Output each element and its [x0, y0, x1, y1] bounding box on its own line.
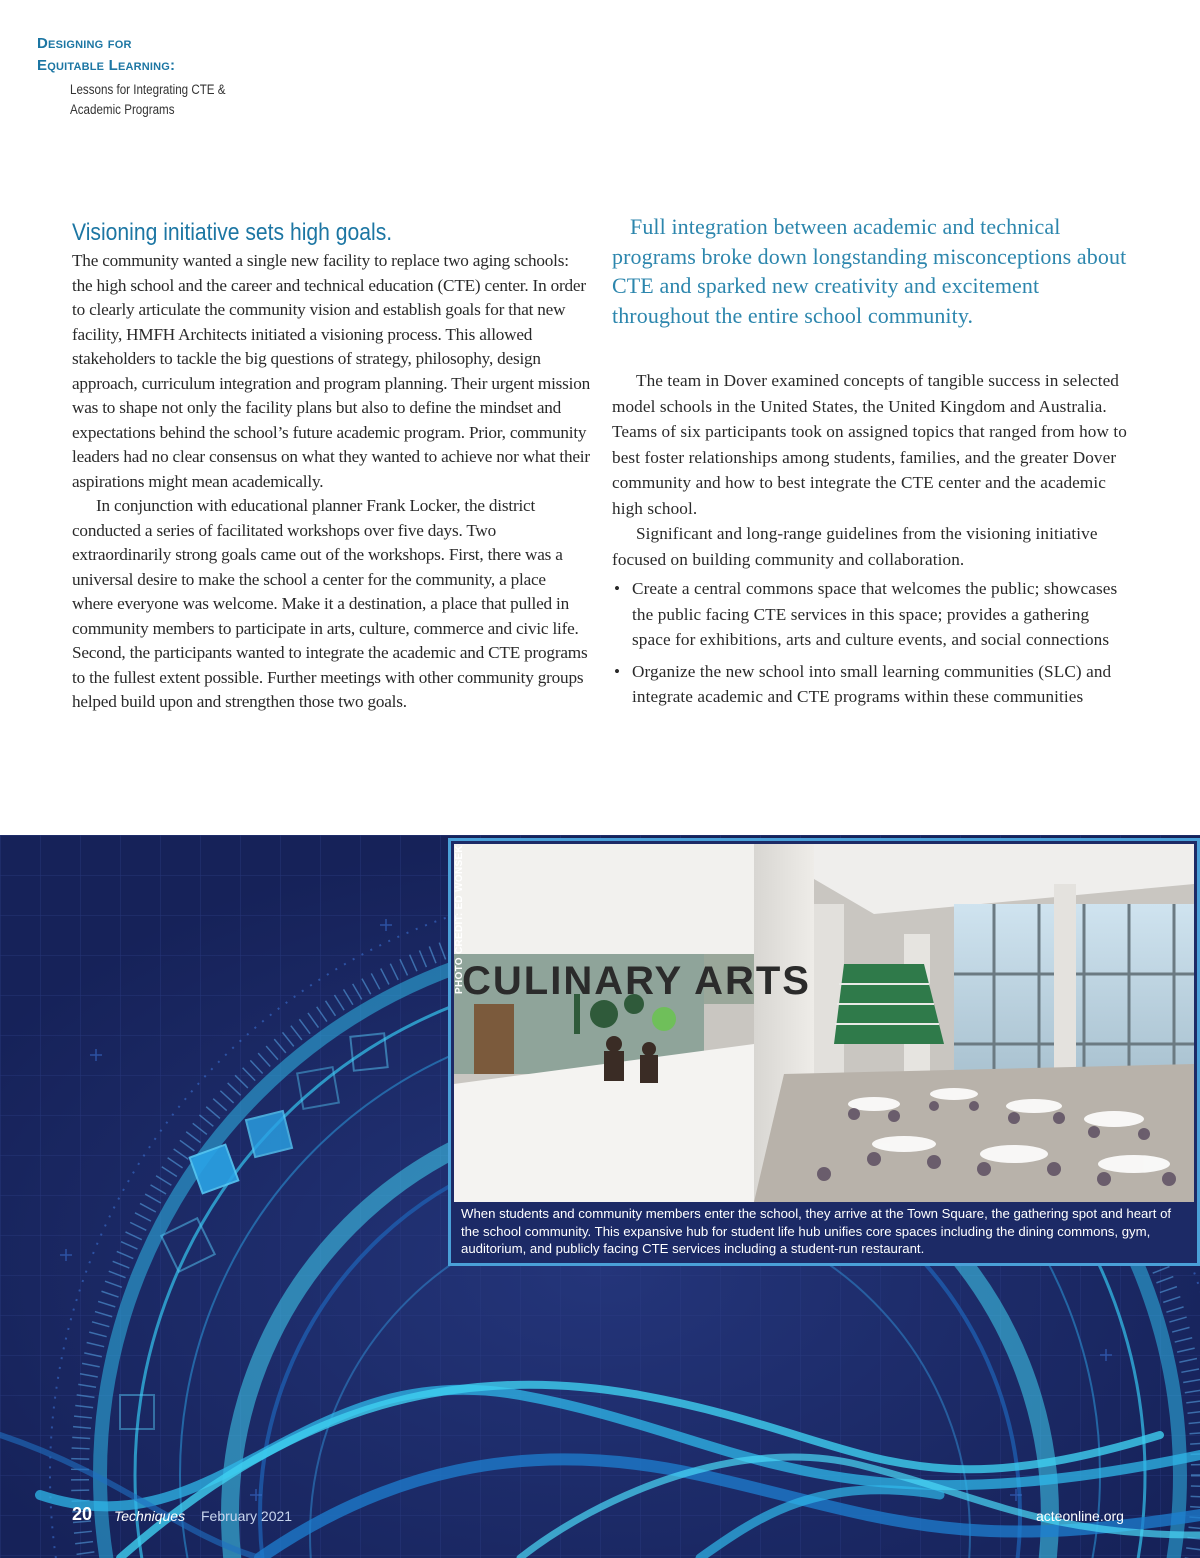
right-column — [612, 212, 1132, 716]
culinary-arts-sign: CULINARY ARTS — [462, 959, 811, 1003]
body-paragraph: Significant and long-range guidelines from the visioning initiative focused on building community and collaboration. — [612, 524, 1098, 569]
list-item-text: Organize the new school into small learning communities (SLC) and integrate academic and CTE programs within these communities — [632, 661, 1112, 706]
commons-photo — [454, 844, 1194, 1202]
body-paragraph: The team in Dover examined concepts of tangible success in selected model schools in the United States, the United Kingdom and Australia. Teams of six participants took on assigned topics that ranged from how to best foster relationships among students, families, and the greater Dover community and how to best integrate the CTE center and the academic high school. — [612, 371, 1127, 518]
magazine-name: Techniques — [114, 1508, 186, 1524]
left-column — [72, 218, 590, 715]
list-item — [612, 659, 1132, 710]
photo-credit: PHOTO CREDIT: ED WONSEK — [454, 845, 465, 994]
town-square-photo-illustration — [454, 844, 1194, 1202]
section-kicker — [37, 33, 175, 77]
photo-caption: When students and community members enter the school, they arrive at the Town Square, the gathering spot and heart of the school community. This expansive hub for student life hub unifies core spaces including the dining commons, gym, auditorium, and publicly facing CTE services including a student-run restaurant. — [461, 1206, 1172, 1256]
guidelines-list — [612, 576, 1132, 710]
page-footer — [0, 1500, 1200, 1530]
list-item-text: Create a central commons space that welcomes the public; showcases the public facing CTE services in this space; provides a gathering space for exhibitions, arts and culture events, and social connections — [632, 579, 1118, 649]
website-link[interactable]: acteonline.org — [1036, 1508, 1124, 1524]
page-number: 20 — [72, 1504, 93, 1524]
bullet-icon: • — [614, 661, 621, 681]
bullet-icon: • — [614, 579, 621, 598]
kicker-line-2: Equitable Learning: — [37, 57, 176, 74]
list-item — [612, 576, 1132, 653]
photo-card — [448, 838, 1200, 1266]
pull-quote: Full integration between academic and technical programs broke down longstanding misconceptions about CTE and sparked new creativity and excitement throughout the entire school community. — [612, 214, 1127, 328]
article-subtitle — [70, 80, 226, 120]
kicker-line-1: Designing for — [37, 35, 132, 52]
subtitle-line-1: Lessons for Integrating CTE & — [70, 82, 226, 97]
subtitle-line-2: Academic Programs — [70, 102, 175, 117]
body-paragraph: In conjunction with educational planner Frank Locker, the district conducted a series of facilitated workshops over five days. Two extraordinarily strong goals came out of the workshops. First, there was a universal desire to make the school a center for the community, a place where everyone was welcome. Make it a destination, a place that pulled in community members to participate in arts, culture, commerce and civic life. Second, the participants wanted to integrate the academic and CTE programs to the fullest extent possible. Further meetings with other community groups helped build upon and strengthen those two goals. — [72, 496, 588, 711]
section-heading: Visioning initiative sets high goals. — [72, 219, 393, 246]
issue-date: February 2021 — [201, 1508, 293, 1524]
body-paragraph: The community wanted a single new facility to replace two aging schools: the high school and the career and technical education (CTE) center. In order to clearly articulate the community vision and establish goals for that new facility, HMFH Architects initiated a visioning process. This allowed stakeholders to tackle the big questions of strategy, philosophy, design approach, curriculum integration and program planning. Their urgent mission was to shape not only the facility plans but also to define the mindset and expectations behind the school’s future academic program. Prior, community leaders had no clear consensus on what they wanted to achieve nor what their aspirations might mean academically. — [72, 251, 590, 491]
